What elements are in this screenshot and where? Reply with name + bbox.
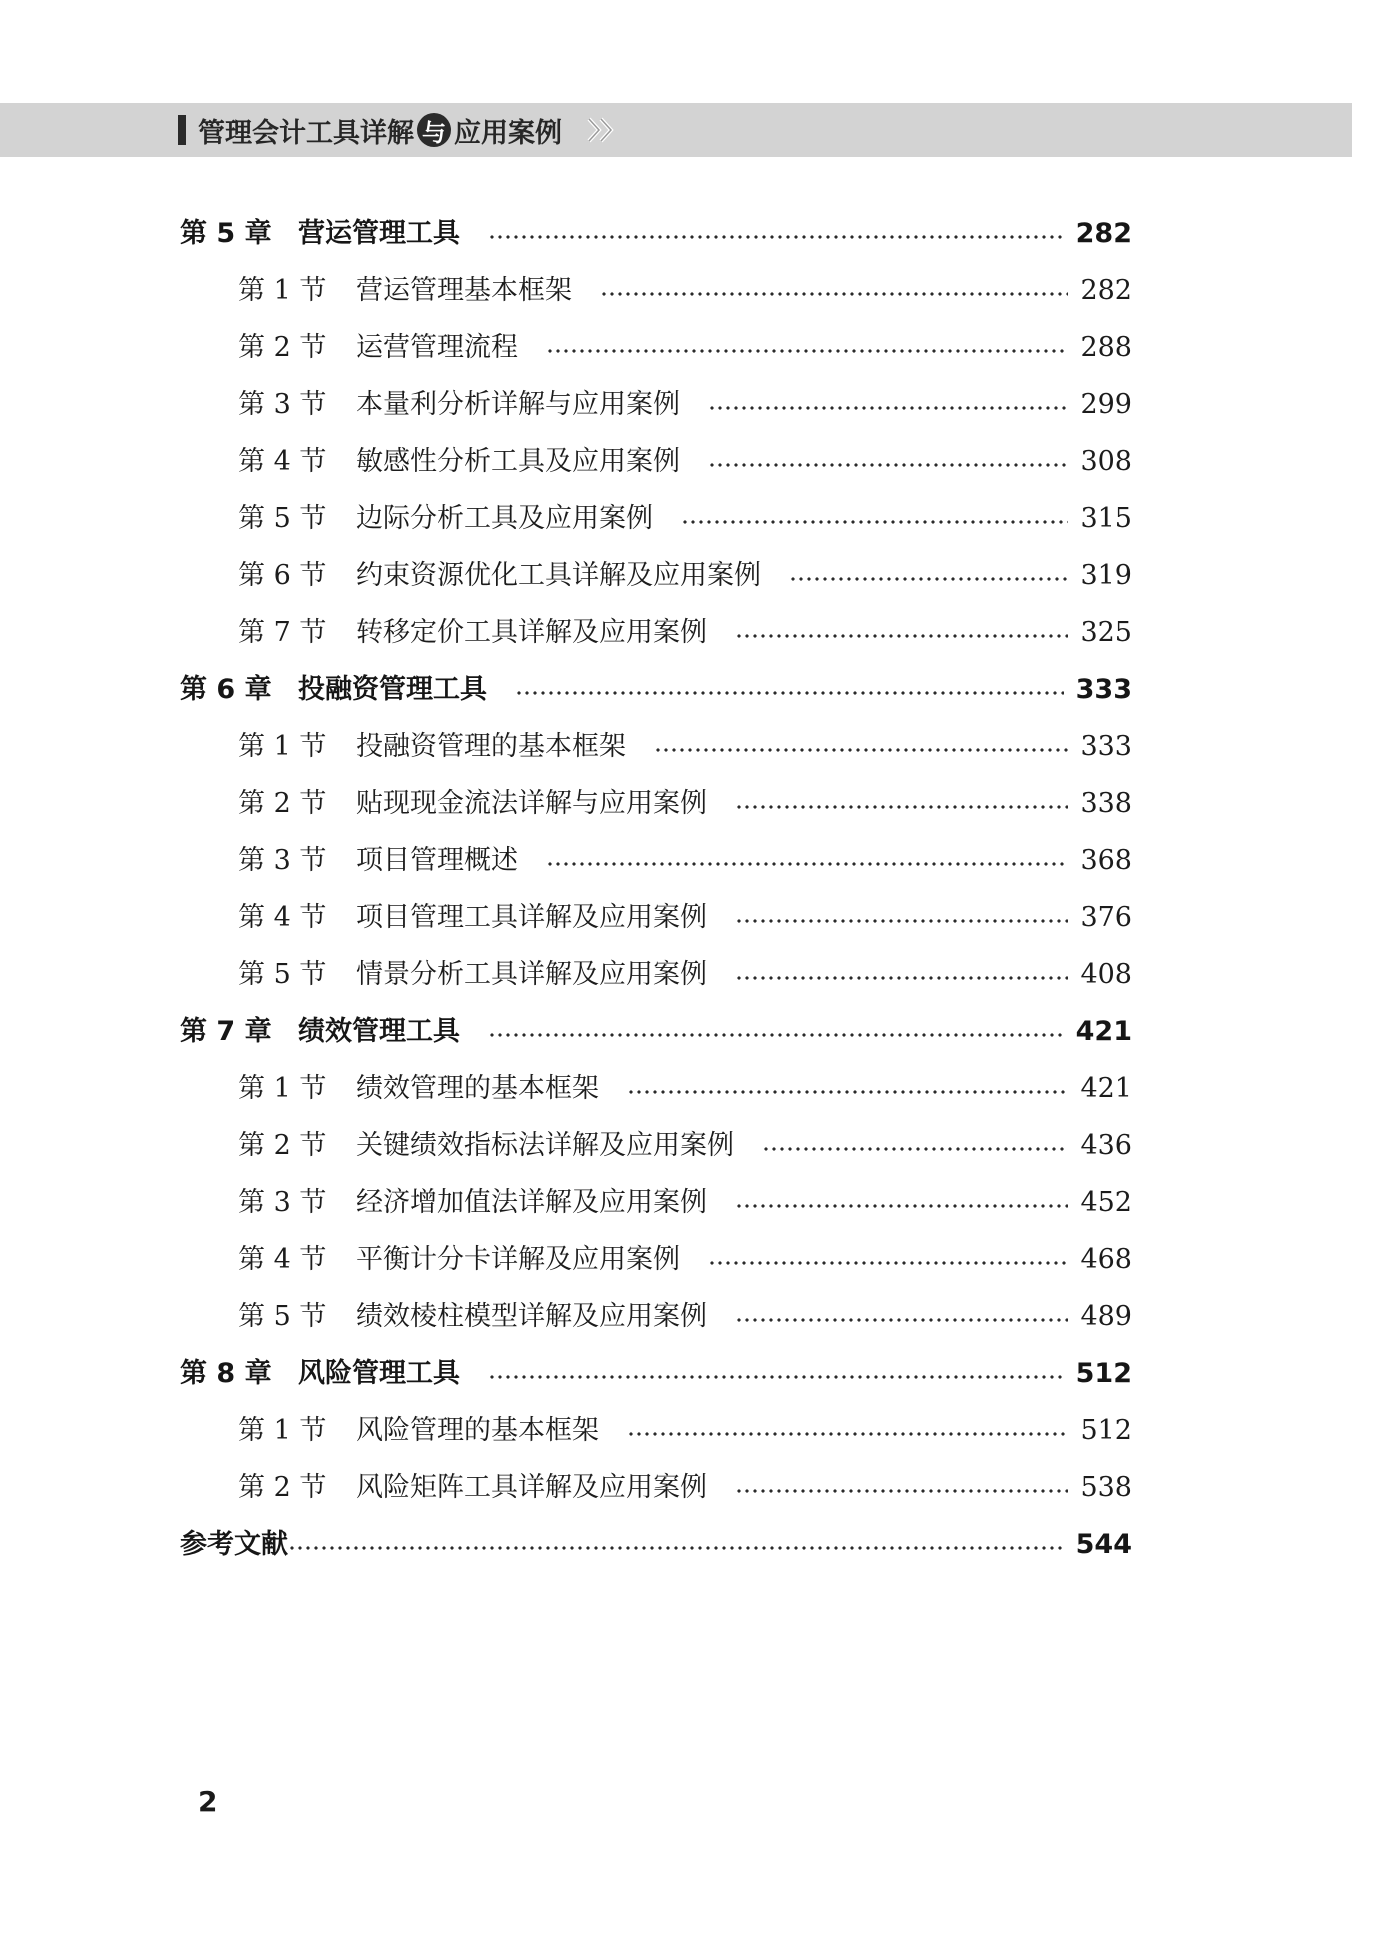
- toc-entry-page: 512: [1075, 1358, 1132, 1389]
- toc-entry-page: 282: [1080, 275, 1132, 306]
- toc-entry-title: 关键绩效指标法详解及应用案例: [356, 1130, 734, 1161]
- toc-entry-page: 368: [1080, 845, 1132, 876]
- book-title-part1: 管理会计工具详解: [198, 117, 414, 149]
- toc-entry-page: 319: [1080, 560, 1132, 591]
- toc-entry-page: 538: [1080, 1472, 1132, 1503]
- toc-entry-number: 第 4 节: [238, 902, 327, 933]
- book-title-part2: 应用案例: [454, 117, 562, 149]
- toc-entry-page: 489: [1080, 1301, 1132, 1332]
- toc-entry-page: 452: [1080, 1187, 1132, 1218]
- toc-section-entry[interactable]: [238, 611, 1132, 655]
- toc-entry-title: 绩效棱柱模型详解及应用案例: [356, 1301, 707, 1332]
- toc-entry-page: 288: [1080, 332, 1132, 363]
- toc-chapter-entry[interactable]: [180, 1352, 1132, 1396]
- toc-entry-page: 436: [1080, 1130, 1132, 1161]
- toc-entry-number: 第 4 节: [238, 1244, 327, 1275]
- toc-entry-page: 376: [1080, 902, 1132, 933]
- dot-leader: [600, 292, 1068, 296]
- toc-entry-title: 投融资管理工具: [298, 674, 487, 705]
- toc-section-entry[interactable]: [238, 383, 1132, 427]
- dot-leader: [735, 805, 1068, 809]
- toc-entry-number: 第 5 节: [238, 959, 327, 990]
- double-chevron-icon: [586, 110, 620, 150]
- dot-leader: [762, 1147, 1068, 1151]
- toc-entry-title: 项目管理概述: [356, 845, 518, 876]
- toc-entry-number: 第 1 节: [238, 275, 327, 306]
- toc-entry-title: 约束资源优化工具详解及应用案例: [356, 560, 761, 591]
- toc-entry-number: 第 2 节: [238, 332, 327, 363]
- toc-chapter-entry[interactable]: [180, 212, 1132, 256]
- toc-section-entry[interactable]: [238, 1409, 1132, 1453]
- toc-entry-page: 408: [1080, 959, 1132, 990]
- dot-leader: [735, 919, 1068, 923]
- toc-entry-page: 333: [1075, 674, 1132, 705]
- toc-entry-title: 平衡计分卡详解及应用案例: [356, 1244, 680, 1275]
- dot-leader: [735, 1204, 1068, 1208]
- toc-entry-number: 第 5 节: [238, 1301, 327, 1332]
- toc-section-entry[interactable]: [238, 953, 1132, 997]
- toc-section-entry[interactable]: [238, 725, 1132, 769]
- toc-entry-title: 边际分析工具及应用案例: [356, 503, 653, 534]
- toc-entry-number: 第 2 节: [238, 1472, 327, 1503]
- dot-leader: [488, 1033, 1064, 1037]
- page-number: 2: [198, 1785, 218, 1818]
- toc-chapter-entry[interactable]: [180, 668, 1132, 712]
- toc-entry-number: 第 3 节: [238, 389, 327, 420]
- toc-references-entry[interactable]: [180, 1523, 1132, 1567]
- toc-entry-number: 第 8 章: [180, 1358, 272, 1389]
- toc-entry-page: 544: [1075, 1529, 1132, 1560]
- dot-leader: [654, 748, 1068, 752]
- toc-section-entry[interactable]: [238, 1295, 1132, 1339]
- toc-section-entry[interactable]: [238, 440, 1132, 484]
- toc-entry-title: 风险管理的基本框架: [356, 1415, 599, 1446]
- dot-leader: [288, 1546, 1064, 1550]
- toc-entry-title: 风险管理工具: [298, 1358, 460, 1389]
- toc-entry-page: 512: [1080, 1415, 1132, 1446]
- toc-entry-title: 贴现现金流法详解与应用案例: [356, 788, 707, 819]
- toc-entry-number: 第 7 章: [180, 1016, 272, 1047]
- toc-section-entry[interactable]: [238, 554, 1132, 598]
- toc-section-entry[interactable]: [238, 1238, 1132, 1282]
- toc-entry-number: 第 7 节: [238, 617, 327, 648]
- toc-section-entry[interactable]: [238, 1466, 1132, 1510]
- dot-leader: [627, 1432, 1068, 1436]
- toc-entry-number: 第 5 章: [180, 218, 272, 249]
- toc-entry-page: 468: [1080, 1244, 1132, 1275]
- running-header: [0, 103, 1352, 157]
- toc-entry-title: 绩效管理工具: [298, 1016, 460, 1047]
- toc-entry-title: 运营管理流程: [356, 332, 518, 363]
- toc-entry-title: 营运管理工具: [298, 218, 460, 249]
- toc-entry-page: 421: [1075, 1016, 1132, 1047]
- toc-entry-page: 333: [1080, 731, 1132, 762]
- dot-leader: [708, 463, 1068, 467]
- dot-leader: [735, 976, 1068, 980]
- toc-entry-number: 第 6 章: [180, 674, 272, 705]
- toc-section-entry[interactable]: [238, 1067, 1132, 1111]
- toc-entry-title: 项目管理工具详解及应用案例: [356, 902, 707, 933]
- toc-entry-page: 282: [1075, 218, 1132, 249]
- dot-leader: [515, 691, 1064, 695]
- dot-leader: [735, 634, 1068, 638]
- toc-entry-page: 315: [1080, 503, 1132, 534]
- toc-entry-title: 投融资管理的基本框架: [356, 731, 626, 762]
- toc-entry-number: 第 1 节: [238, 1415, 327, 1446]
- toc-entry-number: 第 6 节: [238, 560, 327, 591]
- dot-leader: [789, 577, 1068, 581]
- toc-entry-number: 第 5 节: [238, 503, 327, 534]
- toc-entry-number: 第 3 节: [238, 1187, 327, 1218]
- toc-entry-page: 308: [1080, 446, 1132, 477]
- toc-entry-number: 第 1 节: [238, 731, 327, 762]
- dot-leader: [708, 406, 1068, 410]
- dot-leader: [735, 1489, 1068, 1493]
- toc-entry-number: 第 2 节: [238, 788, 327, 819]
- book-title: [198, 110, 562, 150]
- toc-section-entry[interactable]: [238, 839, 1132, 883]
- toc-section-entry[interactable]: [238, 896, 1132, 940]
- dot-leader: [546, 349, 1068, 353]
- book-title-connector: 与: [417, 113, 451, 147]
- toc-entry-title: 情景分析工具详解及应用案例: [356, 959, 707, 990]
- toc-entry-page: 325: [1080, 617, 1132, 648]
- dot-leader: [546, 862, 1068, 866]
- toc-entry-number: 第 2 节: [238, 1130, 327, 1161]
- toc-entry-number: 第 1 节: [238, 1073, 327, 1104]
- toc-section-entry[interactable]: [238, 497, 1132, 541]
- toc-entry-title: 参考文献: [180, 1529, 288, 1560]
- toc-section-entry[interactable]: [238, 326, 1132, 370]
- toc-section-entry[interactable]: [238, 1181, 1132, 1225]
- dot-leader: [627, 1090, 1068, 1094]
- toc-entry-title: 本量利分析详解与应用案例: [356, 389, 680, 420]
- toc-entry-number: 第 4 节: [238, 446, 327, 477]
- dot-leader: [708, 1261, 1068, 1265]
- toc-entry-page: 421: [1080, 1073, 1132, 1104]
- dot-leader: [681, 520, 1068, 524]
- toc-entry-title: 营运管理基本框架: [356, 275, 572, 306]
- toc-entry-title: 风险矩阵工具详解及应用案例: [356, 1472, 707, 1503]
- toc-entry-page: 299: [1080, 389, 1132, 420]
- dot-leader: [735, 1318, 1068, 1322]
- toc-entry-title: 绩效管理的基本框架: [356, 1073, 599, 1104]
- toc-entry-page: 338: [1080, 788, 1132, 819]
- toc-section-entry[interactable]: [238, 269, 1132, 313]
- dot-leader: [488, 235, 1064, 239]
- toc-entry-number: 第 3 节: [238, 845, 327, 876]
- toc-section-entry[interactable]: [238, 1124, 1132, 1168]
- toc-entry-title: 转移定价工具详解及应用案例: [356, 617, 707, 648]
- toc-section-entry[interactable]: [238, 782, 1132, 826]
- dot-leader: [488, 1375, 1064, 1379]
- toc-chapter-entry[interactable]: [180, 1010, 1132, 1054]
- toc-entry-title: 敏感性分析工具及应用案例: [356, 446, 680, 477]
- header-bar-marker: [178, 115, 186, 145]
- toc-entry-title: 经济增加值法详解及应用案例: [356, 1187, 707, 1218]
